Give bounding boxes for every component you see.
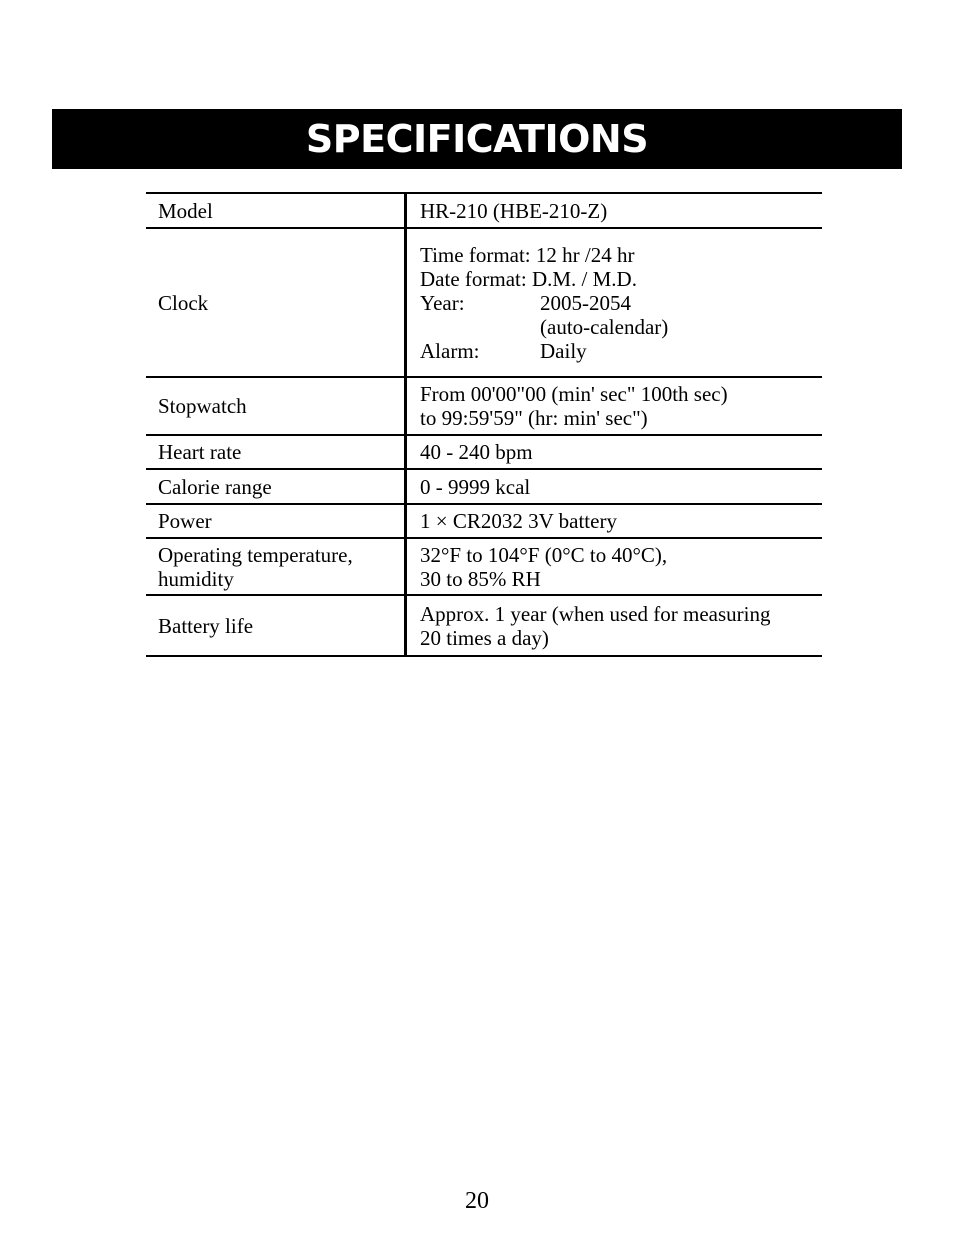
clock-date-format: Date format: D.M. / M.D.: [420, 266, 637, 291]
title-banner: [52, 109, 902, 169]
heart-rate-label: Heart rate: [146, 435, 406, 469]
table-row-operating: [146, 538, 822, 595]
operating-label: [146, 538, 406, 595]
table-row-calorie-range: [146, 469, 822, 504]
clock-alarm-value: Daily: [540, 338, 587, 363]
operating-label-line-2: humidity: [158, 566, 234, 591]
clock-year-note: (auto-calendar): [540, 314, 669, 339]
model-value: HR-210 (HBE-210-Z): [406, 193, 823, 228]
page-number: 20: [465, 1188, 489, 1214]
table-row-battery-life: [146, 595, 822, 656]
clock-time-format: Time format: 12 hr /24 hr: [420, 242, 635, 267]
clock-value: [406, 228, 823, 377]
model-label: Model: [146, 193, 406, 228]
clock-label: Clock: [146, 228, 406, 377]
calorie-range-label: Calorie range: [146, 469, 406, 504]
table-row-stopwatch: [146, 377, 822, 435]
clock-year-value: 2005-2054: [540, 290, 631, 315]
stopwatch-line-2: to 99:59'59" (hr: min' sec"): [420, 406, 648, 430]
operating-label-line-1: Operating temperature,: [158, 542, 353, 567]
operating-value: [406, 538, 823, 595]
page-title: SPECIFICATIONS: [305, 117, 649, 161]
stopwatch-value: [406, 377, 823, 435]
power-value: 1 × CR2032 3V battery: [406, 504, 823, 538]
stopwatch-line-1: From 00'00"00 (min' sec" 100th sec): [420, 382, 728, 406]
operating-line-1: 32°F to 104°F (0°C to 40°C),: [420, 542, 668, 567]
clock-alarm-label: Alarm:: [420, 338, 480, 363]
power-label: Power: [146, 504, 406, 538]
table-row-power: [146, 504, 822, 538]
table-row-heart-rate: [146, 435, 822, 469]
table-row-clock: [146, 228, 822, 377]
battery-life-value: [406, 595, 823, 656]
clock-year-label: Year:: [420, 290, 465, 315]
battery-life-line-1: Approx. 1 year (when used for measuring: [420, 601, 771, 626]
stopwatch-label: Stopwatch: [146, 377, 406, 435]
clock-year-spacer: [420, 315, 540, 339]
specifications-table: [146, 192, 822, 657]
calorie-range-value: 0 - 9999 kcal: [406, 469, 823, 504]
battery-life-line-2: 20 times a day): [420, 625, 549, 650]
battery-life-label: Battery life: [146, 595, 406, 656]
clock-details: [420, 243, 814, 363]
table-row-model: [146, 193, 822, 228]
operating-line-2: 30 to 85% RH: [420, 566, 541, 591]
heart-rate-value: 40 - 240 bpm: [406, 435, 823, 469]
